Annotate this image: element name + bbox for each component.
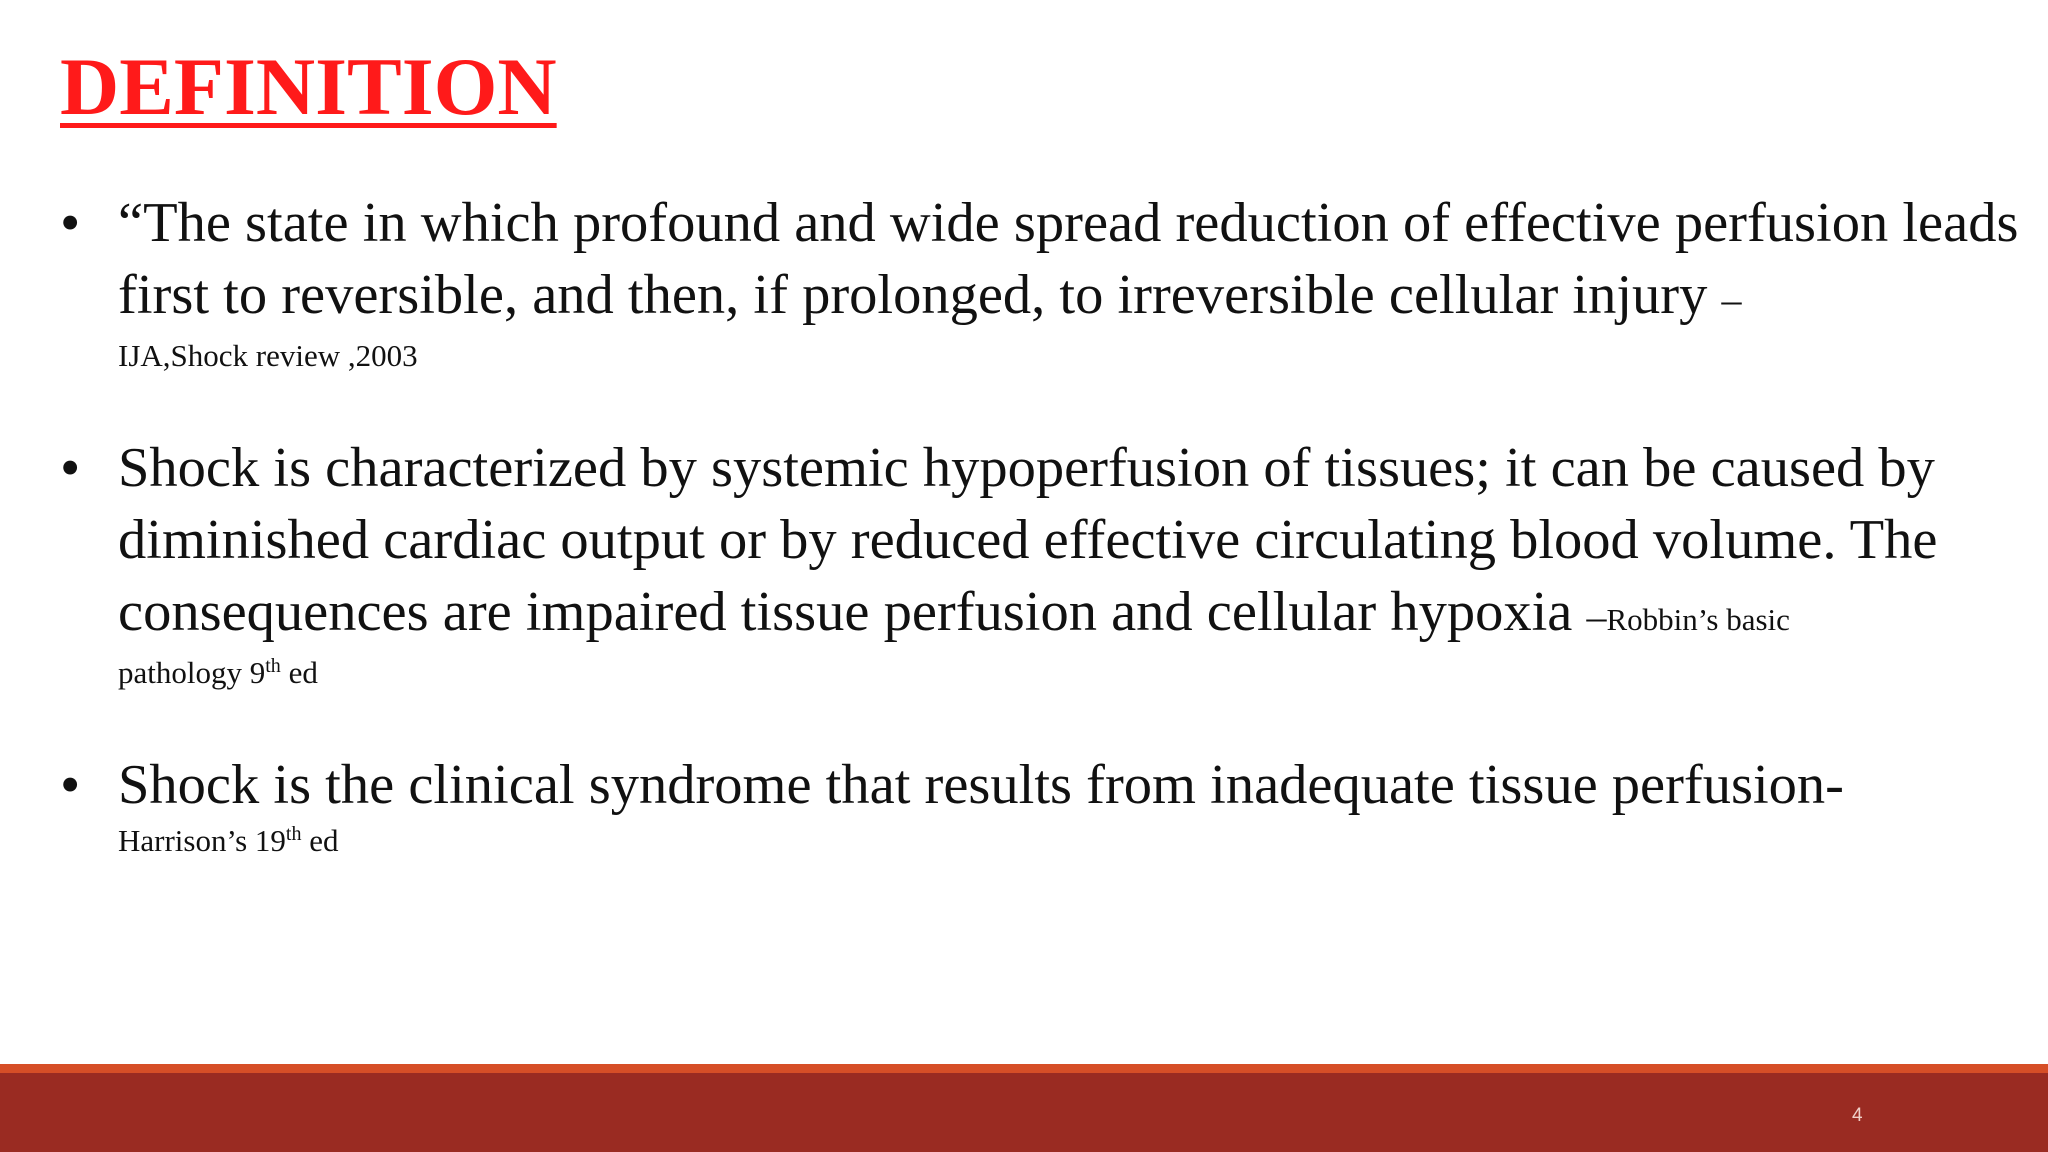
- bullet-3-citation-c: ed: [301, 823, 339, 858]
- slide-title: DEFINITION: [60, 41, 557, 132]
- page-number: 4: [1852, 1105, 1863, 1126]
- bullet-1-dash: –: [1721, 277, 1742, 322]
- bullet-1-citation: IJA,Shock review ,2003: [118, 338, 418, 373]
- bullet-dot: •: [60, 435, 81, 500]
- bullet-text-3: [118, 749, 2048, 861]
- bullet-text-1: [118, 187, 2048, 376]
- bullet-2-citation-sup: th: [265, 655, 281, 677]
- bullet-2-citation-b: pathology 9: [118, 655, 266, 690]
- bullet-3-citation-a: Harrison’s 19: [118, 823, 286, 858]
- bullet-text-2: [118, 432, 2048, 693]
- bullet-dot: •: [60, 752, 81, 817]
- bullet-2-main: Shock is characterized by systemic hypoperfusion of tissues; it can be caused by diminished cardiac output or by reduced effective circulating blood volume. The consequences are impaired tissue perfusion and cellular hypoxia: [118, 437, 1938, 643]
- bullet-3-citation-sup: th: [285, 823, 302, 845]
- footer-bar: [0, 1073, 2048, 1152]
- bullet-1-main: “The state in which profound and wide spread reduction of effective perfusion leads first to reversible, and then, if prolonged, to irreversible cellular injury: [118, 192, 2019, 326]
- footer-accent-line: [0, 1064, 2048, 1073]
- bullet-2-citation-line: [118, 653, 2048, 693]
- bullet-2-dash: –: [1586, 594, 1607, 639]
- bullet-3-main: Shock is the clinical syndrome that results from inadequate tissue perfusion-: [118, 754, 1844, 816]
- bullet-dot: •: [60, 190, 81, 255]
- bullet-2-citation-c: ed: [280, 655, 318, 690]
- bullet-2-citation-a: Robbin’s basic: [1606, 602, 1790, 637]
- bullet-3-citation-line: [118, 821, 2048, 861]
